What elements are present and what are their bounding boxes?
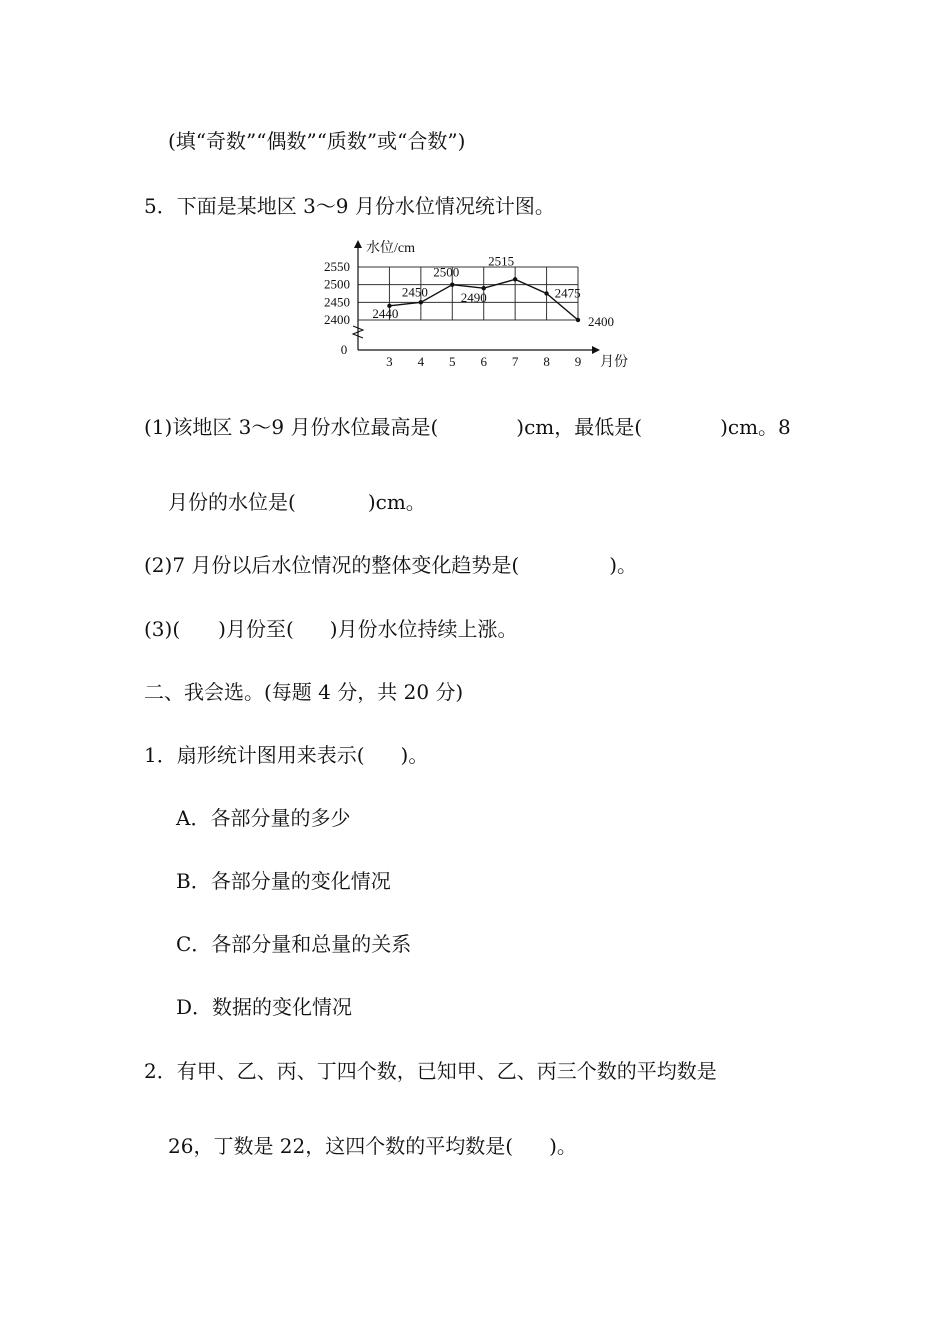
q5-2-part-b: )。 bbox=[609, 553, 638, 577]
water-level-line-chart bbox=[300, 232, 640, 377]
data-label: 2515 bbox=[488, 253, 515, 269]
y-axis-arrow bbox=[354, 240, 362, 248]
choice-question-2 bbox=[144, 1057, 717, 1085]
y-tick-label: 2400 bbox=[324, 312, 350, 327]
data-label: 2400 bbox=[588, 314, 614, 329]
option-a-text: A．各部分量的多少 bbox=[176, 806, 351, 830]
x-tick-label: 7 bbox=[511, 354, 519, 369]
q5-1-part-c: )cm。8 bbox=[720, 415, 791, 439]
q5-1-part-d: 月份的水位是( bbox=[168, 490, 296, 514]
data-point bbox=[419, 300, 423, 304]
question-5-text: 5．下面是某地区 3～9 月份水位情况统计图。 bbox=[144, 194, 555, 218]
y-tick-label: 2450 bbox=[324, 294, 350, 310]
x-tick-label: 5 bbox=[449, 354, 456, 369]
c1-text-end: )。 bbox=[400, 743, 429, 767]
question-5-1-cont bbox=[168, 488, 426, 516]
section-2-text: 二、我会选。(每题 4 分，共 20 分) bbox=[144, 680, 464, 704]
data-label: 2500 bbox=[433, 264, 460, 280]
question-5-2 bbox=[144, 551, 637, 579]
x-tick-label: 6 bbox=[480, 354, 487, 369]
q5-1-part-e: )cm。 bbox=[367, 490, 426, 514]
x-axis-label: 月份 bbox=[600, 355, 628, 370]
option-c[interactable] bbox=[176, 930, 411, 958]
y-axis-label: 水位/cm bbox=[366, 241, 415, 256]
q5-3-part-c: )月份水位持续上涨。 bbox=[329, 617, 518, 641]
data-point bbox=[450, 282, 454, 286]
choice-question-2-cont bbox=[168, 1132, 577, 1160]
data-point bbox=[576, 318, 580, 322]
x-tick-label: 4 bbox=[417, 354, 425, 369]
data-label: 2440 bbox=[372, 305, 399, 321]
x-tick-label: 8 bbox=[543, 354, 550, 369]
axis-break-mark bbox=[353, 326, 363, 338]
option-b[interactable] bbox=[176, 867, 391, 895]
option-a[interactable] bbox=[176, 804, 350, 832]
section-2-heading bbox=[144, 678, 463, 706]
x-axis-arrow bbox=[592, 346, 600, 354]
x-tick-label: 9 bbox=[574, 354, 582, 369]
option-b-text: B．各部分量的变化情况 bbox=[176, 869, 391, 893]
q5-3-part-a: (3)( bbox=[144, 617, 181, 641]
data-label: 2475 bbox=[554, 285, 581, 301]
question-5-1 bbox=[144, 413, 791, 441]
q5-3-part-b: )月份至( bbox=[218, 617, 294, 641]
question-5-title bbox=[144, 192, 555, 220]
option-d-text: D．数据的变化情况 bbox=[176, 995, 353, 1019]
y-tick-label: 2500 bbox=[324, 276, 350, 292]
c2-text-b: 26，丁数是 22，这四个数的平均数是( bbox=[168, 1134, 514, 1158]
y-tick-label: 2550 bbox=[324, 259, 350, 274]
q5-1-part-b: )cm，最低是( bbox=[516, 415, 643, 439]
data-point bbox=[513, 277, 517, 281]
origin-label: 0 bbox=[340, 342, 348, 357]
c2-text-end: )。 bbox=[549, 1134, 577, 1158]
option-c-text: C．各部分量和总量的关系 bbox=[176, 932, 412, 956]
c2-text: 2．有甲、乙、丙、丁四个数，已知甲、乙、丙三个数的平均数是 bbox=[144, 1059, 717, 1083]
q5-1-part-a: (1)该地区 3～9 月份水位最高是( bbox=[144, 415, 439, 439]
fill-hint bbox=[168, 127, 465, 155]
fill-hint-text: (填“奇数”“偶数”“质数”或“合数”) bbox=[168, 129, 466, 153]
q5-2-part-a: (2)7 月份以后水位情况的整体变化趋势是( bbox=[144, 553, 520, 577]
data-point bbox=[544, 291, 548, 295]
x-tick-label: 3 bbox=[386, 354, 393, 369]
c1-text: 1．扇形统计图用来表示( bbox=[144, 743, 365, 767]
question-5-3 bbox=[144, 615, 518, 643]
option-d[interactable] bbox=[176, 993, 352, 1021]
data-label: 2490 bbox=[460, 290, 487, 306]
data-label: 2450 bbox=[401, 284, 428, 300]
choice-question-1 bbox=[144, 741, 428, 769]
